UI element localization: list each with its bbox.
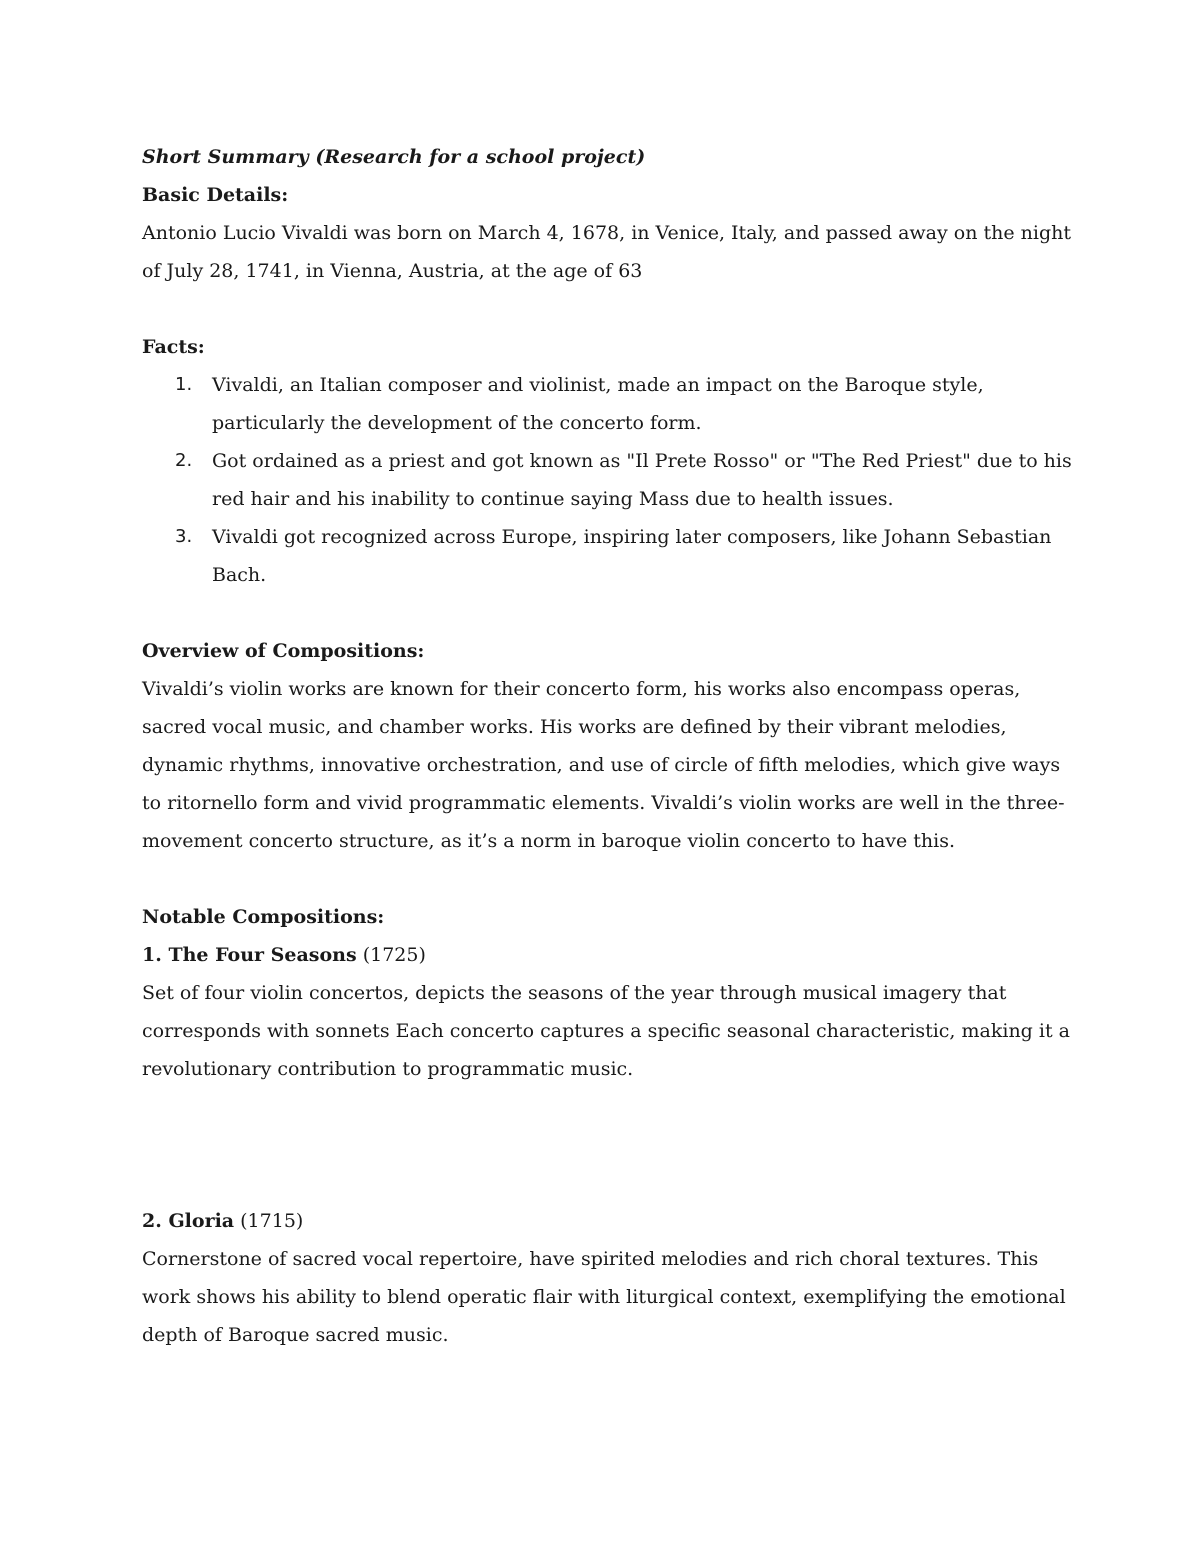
list-item-text: Vivaldi, an Italian composer and violinist, made an impact on the Baroque style, particularly the development of the concerto form. [212,374,984,434]
overview-text: Vivaldi’s violin works are known for their concerto form, his works also encompass operas, sacred vocal music, and chamber works. His works are defined by their vibrant melodies, dynamic rhythms, innovative orchestration, and use of circle of fifth melodies, which give ways to ritornello form and vivid programmatic elements. Vivaldi’s violin works are well in the three-movement concerto structure, as it’s a norm in baroque violin concerto to have this. [142,678,1065,852]
spacer [142,1088,1072,1202]
overview-heading: Overview of Compositions: [142,640,425,662]
list-item-number: 1. [175,374,193,395]
work-heading [142,1202,1072,1240]
basic-details-heading: Basic Details: [142,184,289,206]
list-item-text: Vivaldi got recognized across Europe, inspiring later composers, like Johann Sebastian Bach. [212,526,1052,586]
document-page [142,138,1072,1354]
facts-list [142,366,1072,594]
list-item-text: Got ordained as a priest and got known as "Il Prete Rosso" or "The Red Priest" due to his red hair and his inability to continue saying Mass due to health issues. [212,450,1072,510]
work-year: (1725) [356,944,426,966]
list-item-number: 2. [175,450,193,471]
facts-heading: Facts: [142,336,205,358]
spacer [142,860,1072,898]
basic-details-text: Antonio Lucio Vivaldi was born on March 4, 1678, in Venice, Italy, and passed away on the night of July 28, 1741, in Vienna, Austria, at the age of 63 [142,222,1071,282]
document-subtitle: Short Summary (Research for a school project) [142,146,646,168]
notable-heading: Notable Compositions: [142,906,385,928]
work-heading [142,936,1072,974]
spacer [142,290,1072,328]
spacer [142,594,1072,632]
list-item [142,366,1072,442]
work-title: 2. Gloria [142,1210,235,1232]
list-item-number: 3. [175,526,193,547]
list-item [142,442,1072,518]
work-title: 1. The Four Seasons [142,944,357,966]
work-year: (1715) [234,1210,304,1232]
work-description: Set of four violin concertos, depicts the seasons of the year through musical imagery that corresponds with sonnets Each concerto captures a specific seasonal characteristic, making it a revolutionary contribution to programmatic music. [142,982,1070,1080]
list-item [142,518,1072,594]
work-description: Cornerstone of sacred vocal repertoire, have spirited melodies and rich choral textures. This work shows his ability to blend operatic flair with liturgical context, exemplifying the emotional depth of Baroque sacred music. [142,1248,1066,1346]
